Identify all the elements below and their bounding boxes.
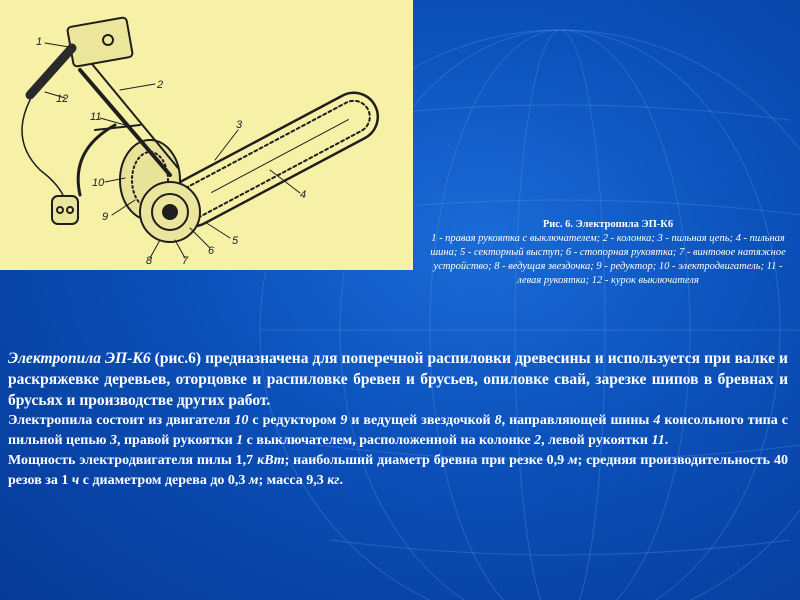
figure-part-label: 7 (182, 255, 189, 267)
text-fragment: , правой рукоятки (116, 433, 237, 448)
text-fragment: ; наибольший диаметр бревна при резке 0,9 (284, 453, 568, 468)
paragraph-specs (8, 451, 788, 491)
figure-caption (428, 218, 788, 288)
unit: м (568, 453, 578, 468)
part-ref: 1 (236, 433, 244, 448)
figure-part-label: 12 (56, 93, 69, 105)
paragraph-composition (8, 411, 788, 451)
figure-part-label: 5 (232, 235, 239, 247)
part-ref: 10 (234, 413, 249, 428)
unit: кВт (257, 453, 285, 468)
text-fragment: с выключателем, расположенной на колонке (243, 433, 535, 448)
text-fragment: . (339, 473, 343, 488)
caption-title: Рис. 6. Электропила ЭП-К6 (542, 219, 674, 230)
text-fragment: ; средняя производительность 40 резов за 1 (8, 453, 788, 488)
chainsaw-drawing (0, 0, 413, 270)
part-ref: 9 (340, 413, 348, 428)
text-fragment: , направляющей шины (501, 413, 654, 428)
unit: кг (327, 473, 340, 488)
body-text (8, 348, 788, 491)
text-fragment: Электропила состоит из двигателя (8, 413, 235, 428)
figure-part-label: 11 (90, 111, 102, 123)
figure-part-label: 9 (102, 211, 109, 223)
saw-model-name: Электропила ЭП-К6 (8, 350, 151, 367)
part-ref: 11 (651, 433, 665, 448)
unit: м (248, 473, 259, 488)
text-fragment: с редуктором (248, 413, 341, 428)
figure-part-label: 2 (157, 79, 164, 91)
figure-part-label: 6 (208, 245, 215, 257)
text-fragment: Мощность электродвигателя пилы 1,7 (8, 453, 258, 468)
text-fragment: консольного типа с пильной цепью (8, 413, 788, 448)
text-fragment: ; масса 9,3 (258, 473, 328, 488)
text-fragment: и ведущей звездочкой (347, 413, 495, 428)
text-fragment: с диаметром дерева до 0,3 (79, 473, 249, 488)
purpose-text: (рис.6) предназначена для поперечной распиловки древесины и используется при валке и раскряжевке деревьев, оторцовке и распиловке бревен и брусьев, опиловке свай, зарезке шипов в бревнах и брусьях и производстве других работ. (8, 350, 788, 409)
part-ref: 8 (494, 413, 502, 428)
figure-part-label: 10 (92, 177, 105, 189)
figure-part-label: 4 (300, 189, 307, 201)
figure-panel (0, 0, 413, 270)
figure-part-label: 1 (36, 36, 43, 48)
figure-part-label: 3 (236, 119, 243, 131)
text-fragment: , левой рукоятки (541, 433, 652, 448)
unit: ч (71, 473, 80, 488)
caption-legend: 1 - правая рукоятка с выключателем; 2 - колонка; 3 - пильная цепь; 4 - пильная шина; 5 - секторный выступ; 6 - стопорная рукоятка; 7 - винтовое натяжное устройство; 8 - ведущая звездочка; 9 - редуктор; 10 - электродвигатель; 11 - левая рукоятка; 12 - курок выключателя (430, 233, 786, 286)
part-ref: 3 (109, 433, 117, 448)
text-fragment: . (664, 433, 669, 448)
figure-part-label: 8 (146, 255, 153, 267)
part-ref: 4 (653, 413, 661, 428)
part-ref: 2 (534, 433, 542, 448)
paragraph-purpose (8, 348, 788, 411)
